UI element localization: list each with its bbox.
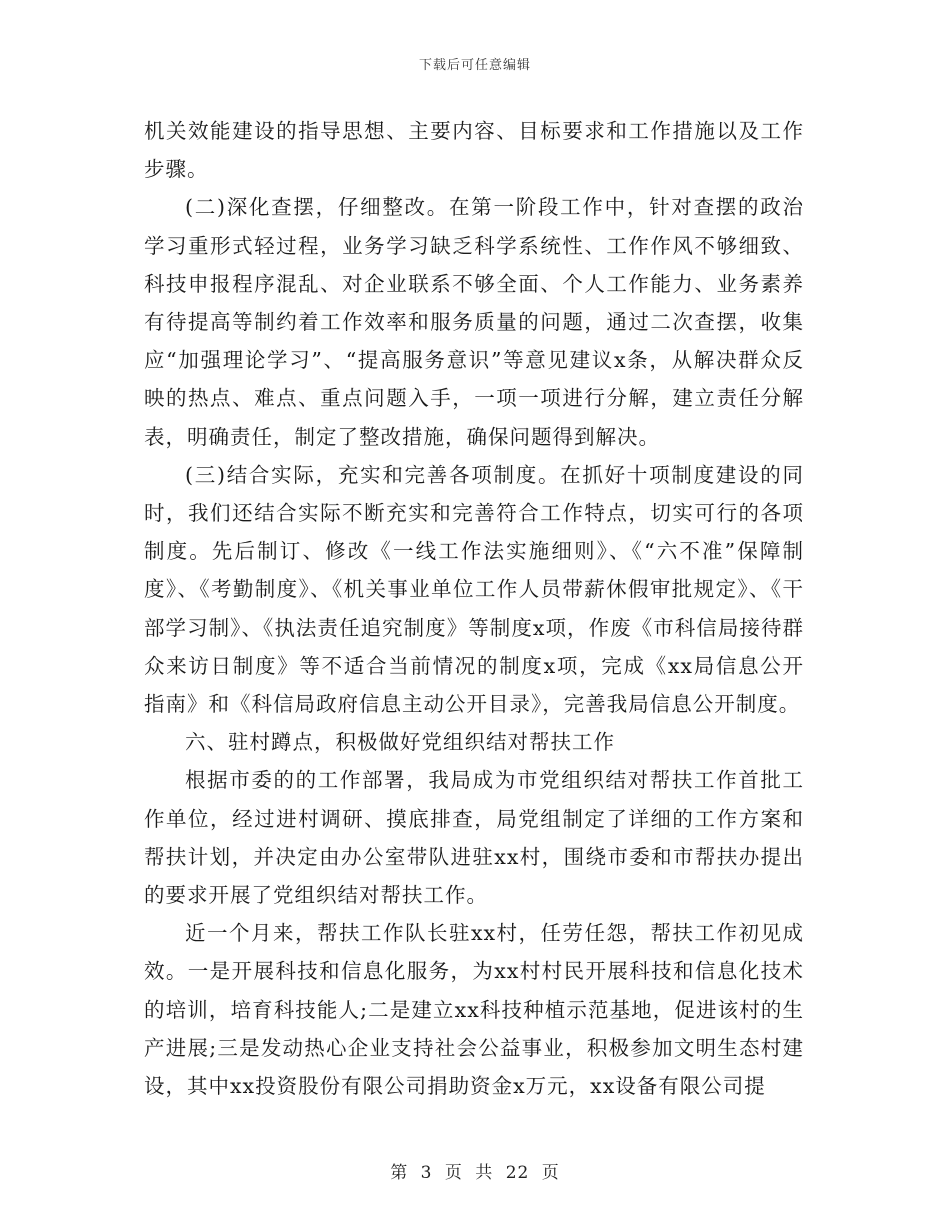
page-number: 第 3 页 共 22 页 — [390, 1163, 560, 1183]
section-heading-6: 六、驻村蹲点，积极做好党组织结对帮扶工作 — [185, 730, 615, 755]
page-header: 下载后可任意编辑 — [418, 58, 531, 73]
paragraph-section-3: (三)结合实际，充实和完善各项制度。在抓好十项制度建设的同时，我们还结合实际不断充实和完善符合工作特点，切实可行的各项制度。先后制订、修改《一线工作法实施细则》、《“六不准”保障制度》、《考勤制度》、《机关事业单位工作人员带薪休假审批规定》、《干部学习制》、《执法责任追究制度》等制度x项，作废《市科信局接待群众来访日制度》等不适合当前情况的制度x项，完成《xx局信息公开指南》和《科信局政府信息主动公开目录》，完善我局信息公开制度。 — [144, 462, 804, 717]
paragraph-continuation: 机关效能建设的指导思想、主要内容、目标要求和工作措施以及工作步骤。 — [144, 119, 804, 182]
paragraph-assistance-results: 近一个月来，帮扶工作队长驻xx村，任劳任怨，帮扶工作初见成效。一是开展科技和信息化服务，为xx村村民开展科技和信息化技术的培训，培育科技能人;二是建立xx科技种植示范基地，促进该村的生产进展;三是发动热心企业支持社会公益事业，积极参加文明生态村建设，其中xx投资股份有限公司捐助资金x万元，xx设备有限公司提 — [144, 921, 804, 1099]
document-body — [144, 112, 804, 1105]
paragraph-section-2: (二)深化查摆，仔细整改。在第一阶段工作中，针对查摆的政治学习重形式轻过程，业务学习缺乏科学系统性、工作作风不够细致、科技申报程序混乱、对企业联系不够全面、个人工作能力、业务素养有待提高等制约着工作效率和服务质量的问题，通过二次查摆，收集应“加强理论学习”、“提高服务意识”等意见建议x条，从解决群众反映的热点、难点、重点问题入手，一项一项进行分解，建立责任分解表，明确责任，制定了整改措施，确保问题得到解决。 — [144, 195, 804, 449]
paragraph-assistance-plan: 根据市委的的工作部署，我局成为市党组织结对帮扶工作首批工作单位，经过进村调研、摸底排查，局党组制定了详细的工作方案和帮扶计划，并决定由办公室带队进驻xx村，围绕市委和市帮扶办提出的要求开展了党组织结对帮扶工作。 — [144, 768, 804, 908]
